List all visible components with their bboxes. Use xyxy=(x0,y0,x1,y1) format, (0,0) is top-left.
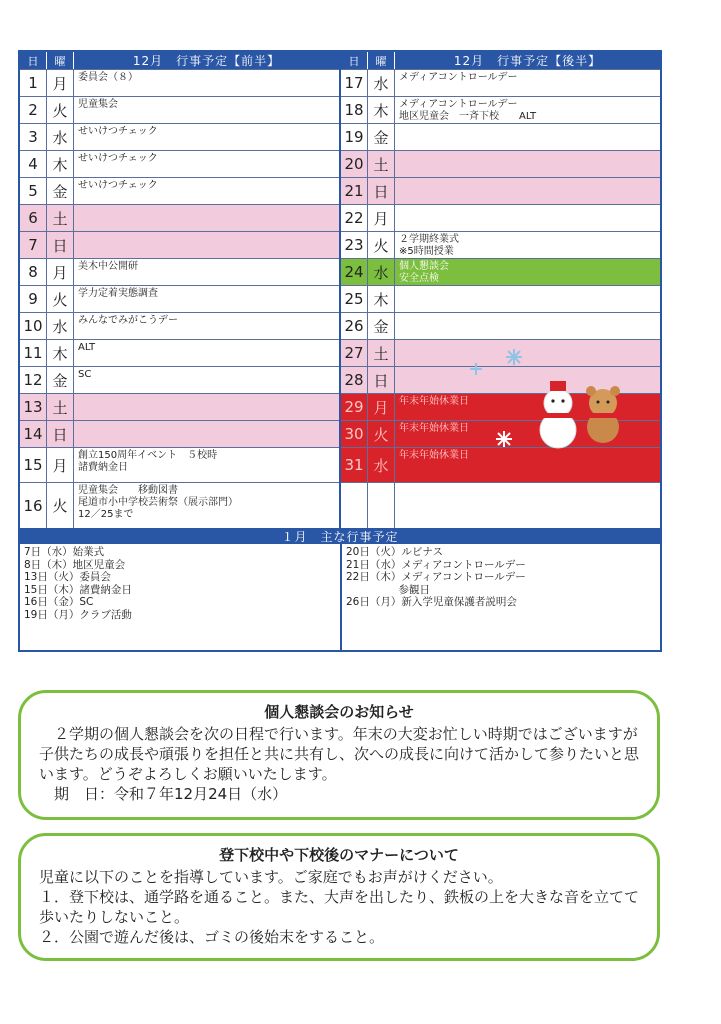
day-number: 28 xyxy=(341,367,368,393)
weekday: 水 xyxy=(47,313,74,339)
event-text xyxy=(395,124,660,150)
weekday: 木 xyxy=(368,286,395,312)
day-number: 21 xyxy=(341,178,368,204)
event-text xyxy=(395,151,660,177)
day-number: 29 xyxy=(341,394,368,420)
event-text xyxy=(395,205,660,231)
weekday: 水 xyxy=(368,259,395,285)
schedule-row xyxy=(20,312,339,339)
event-text xyxy=(395,483,660,528)
second-half-header xyxy=(341,52,660,69)
weekday: 水 xyxy=(368,70,395,96)
event-text xyxy=(74,421,339,447)
weekday: 金 xyxy=(368,124,395,150)
interview-notice-body: ２学期の個人懇談会を次の日程で行います。年末の大変お忙しい時期ではございますが子供たちの成長や頑張りを担任と共に共有し、次への成長に向けて活かして参りたいと思います。どうぞよろしくお願いいたします。 期 日：令和７年12月24日（水） xyxy=(39,725,640,803)
weekday: 金 xyxy=(47,367,74,393)
event-text: メディアコントロールデー xyxy=(399,72,518,83)
weekday: 金 xyxy=(368,313,395,339)
january-title: １月 主な行事予定 xyxy=(20,528,660,544)
header-day: 日 xyxy=(341,52,368,69)
weekday: 月 xyxy=(47,70,74,96)
schedule-row xyxy=(341,312,660,339)
interview-notice-title: 個人懇談会のお知らせ xyxy=(264,703,414,721)
schedule-row xyxy=(341,482,660,528)
schedule-row xyxy=(20,258,339,285)
manners-notice-title: 登下校中や下校後のマナーについて xyxy=(219,846,459,864)
event-text: みんなでみがこうデー xyxy=(78,315,178,326)
day-number: 27 xyxy=(341,340,368,366)
schedule-row xyxy=(20,96,339,123)
snowflake-icon xyxy=(470,363,482,375)
first-half-header xyxy=(20,52,339,69)
event-text: 児童集会 xyxy=(78,99,118,110)
schedule-row xyxy=(341,258,660,285)
event-text xyxy=(395,286,660,312)
schedule-row xyxy=(341,204,660,231)
schedule-row xyxy=(341,177,660,204)
weekday: 火 xyxy=(368,421,395,447)
day-number: 3 xyxy=(20,124,47,150)
day-number: 11 xyxy=(20,340,47,366)
day-number: 22 xyxy=(341,205,368,231)
weekday: 木 xyxy=(368,97,395,123)
event-text: メディアコントロールデー 地区児童会 一斉下校 ALT xyxy=(399,99,537,122)
snowflake-icon xyxy=(506,349,522,365)
day-number: 31 xyxy=(341,448,368,482)
weekday: 火 xyxy=(47,286,74,312)
january-left-list: 7日（水）始業式 8日（木）地区児童会 13日（火）委員会 15日（木）諸費納金日 16日（金）SC 19日（月）クラブ活動 xyxy=(24,546,132,621)
weekday: 木 xyxy=(47,151,74,177)
day-number: 9 xyxy=(20,286,47,312)
event-text: 年末年始休業日 xyxy=(399,423,469,434)
event-text: せいけつチェック xyxy=(78,153,158,164)
weekday: 金 xyxy=(47,178,74,204)
weekday: 月 xyxy=(47,448,74,482)
schedule-row xyxy=(341,123,660,150)
event-text: SC xyxy=(78,369,92,380)
january-right-list: 20日（火）ルビナス 21日（水）メディアコントロールデー 22日（木）メディアコントロールデー 参観日 26日（月）新入学児童保護者説明会 xyxy=(340,544,660,650)
weekday: 土 xyxy=(368,151,395,177)
interview-notice xyxy=(18,690,660,820)
event-text xyxy=(74,205,339,231)
schedule-row xyxy=(20,339,339,366)
weekday: 土 xyxy=(47,205,74,231)
weekday xyxy=(368,483,395,528)
weekday: 水 xyxy=(47,124,74,150)
schedule-row xyxy=(341,69,660,96)
event-text xyxy=(74,232,339,258)
snowflake-icon xyxy=(496,431,512,447)
weekday: 火 xyxy=(47,97,74,123)
day-number: 12 xyxy=(20,367,47,393)
weekday: 月 xyxy=(47,259,74,285)
event-text: 美木中公開研 xyxy=(78,261,138,272)
event-text: せいけつチェック xyxy=(78,126,158,137)
manners-notice xyxy=(18,833,660,961)
event-text xyxy=(395,178,660,204)
day-number: 14 xyxy=(20,421,47,447)
event-text: 年末年始休業日 xyxy=(399,396,469,407)
event-text: 学力定着実態調査 xyxy=(78,288,158,299)
second-half-column xyxy=(339,52,660,528)
event-text: 委員会（８） xyxy=(78,72,138,83)
schedule-row xyxy=(20,150,339,177)
day-number: 6 xyxy=(20,205,47,231)
schedule-row xyxy=(20,177,339,204)
snowman-icon xyxy=(540,381,576,448)
day-number: 1 xyxy=(20,70,47,96)
event-text: 創立150周年イベント ５校時 諸費納金日 xyxy=(78,450,218,473)
day-number: 10 xyxy=(20,313,47,339)
day-number: 15 xyxy=(20,448,47,482)
event-text xyxy=(395,313,660,339)
day-number: 4 xyxy=(20,151,47,177)
day-number: 13 xyxy=(20,394,47,420)
weekday: 日 xyxy=(47,421,74,447)
day-number: 19 xyxy=(341,124,368,150)
schedule-row xyxy=(20,447,339,482)
day-number: 2 xyxy=(20,97,47,123)
manners-notice-body: 児童に以下のことを指導しています。ご家庭でもお声がけください。 １．登下校は、通学路を通ること。また、大声を出したり、鉄板の上を大きな音を立てて歩いたりしないこと。 ２．公園で遊んだ後は、ゴミの後始末をすること。 xyxy=(39,868,640,946)
day-number: 26 xyxy=(341,313,368,339)
day-number: 5 xyxy=(20,178,47,204)
event-text xyxy=(74,394,339,420)
first-half-column xyxy=(20,52,339,528)
day-number: 24 xyxy=(341,259,368,285)
weekday: 日 xyxy=(368,367,395,393)
bear-icon xyxy=(586,386,620,443)
header-dow: 曜 xyxy=(368,52,395,69)
weekday: 火 xyxy=(368,232,395,258)
weekday: 月 xyxy=(368,394,395,420)
weekday: 火 xyxy=(47,483,74,528)
schedule-row xyxy=(20,204,339,231)
day-number: 8 xyxy=(20,259,47,285)
weekday: 土 xyxy=(47,394,74,420)
second-half-title: 12月 行事予定【後半】 xyxy=(453,54,602,68)
day-number xyxy=(341,483,368,528)
event-text: せいけつチェック xyxy=(78,180,158,191)
header-dow: 曜 xyxy=(47,52,74,69)
day-number: 16 xyxy=(20,483,47,528)
schedule-row xyxy=(341,150,660,177)
header-day: 日 xyxy=(20,52,47,69)
weekday: 月 xyxy=(368,205,395,231)
day-number: 7 xyxy=(20,232,47,258)
event-text: 児童集会 移動図書 尾道市小中学校芸術祭（展示部門） 12／25まで xyxy=(78,485,238,520)
day-number: 20 xyxy=(341,151,368,177)
day-number: 18 xyxy=(341,97,368,123)
day-number: 30 xyxy=(341,421,368,447)
weekday: 木 xyxy=(47,340,74,366)
weekday: 水 xyxy=(368,448,395,482)
event-text: ALT xyxy=(78,342,96,353)
schedule-row xyxy=(341,285,660,312)
weekday: 日 xyxy=(368,178,395,204)
schedule-row xyxy=(341,96,660,123)
january-events xyxy=(20,544,660,650)
day-number: 17 xyxy=(341,70,368,96)
schedule-row xyxy=(20,285,339,312)
event-text: 個人懇談会 安全点検 xyxy=(399,261,449,284)
schedule-row xyxy=(20,393,339,420)
weekday: 日 xyxy=(47,232,74,258)
winter-decoration xyxy=(470,345,640,455)
schedule-row xyxy=(20,123,339,150)
event-text: ２学期終業式 ※5時間授業 xyxy=(399,234,459,257)
day-number: 23 xyxy=(341,232,368,258)
event-text: 年末年始休業日 xyxy=(399,450,469,461)
schedule-row xyxy=(341,231,660,258)
schedule-row xyxy=(20,420,339,447)
schedule-row xyxy=(20,69,339,96)
schedule-row xyxy=(20,231,339,258)
schedule-row xyxy=(20,366,339,393)
weekday: 土 xyxy=(368,340,395,366)
day-number: 25 xyxy=(341,286,368,312)
schedule-row xyxy=(20,482,339,528)
first-half-title: 12月 行事予定【前半】 xyxy=(132,54,281,68)
